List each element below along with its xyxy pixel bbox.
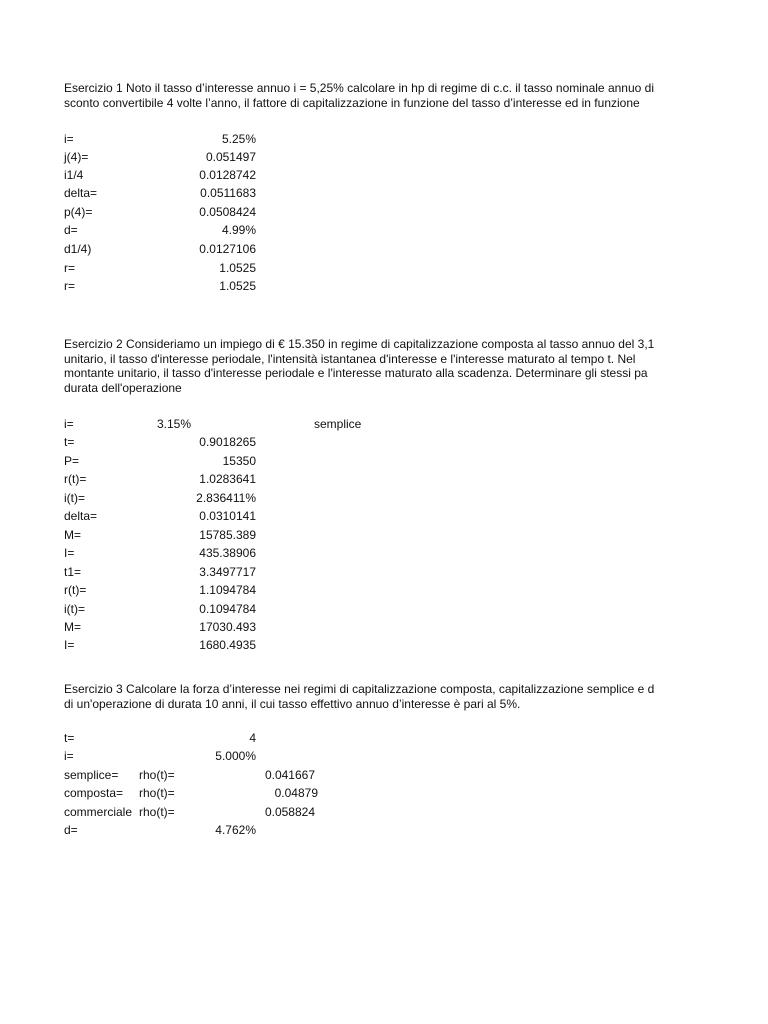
ex1-row[interactable] — [64, 148, 364, 166]
exercise-2-line: unitario, il tasso d'interesse periodale, l'intensità istantanea d'interesse e l'interesse maturato al tempo t. Nel — [64, 351, 636, 366]
exercise-3-line: di un'operazione di durata 10 anni, il cui tasso effettivo annuo d’interesse è pari al 5%. — [64, 696, 521, 711]
rho-label: rho(t)= — [139, 786, 175, 800]
exercise-1-line: Esercizio 1 Noto il tasso d’interesse annuo i = 5,25% calcolare in hp di regime di c.c. il tasso nominale annuo di — [64, 81, 654, 95]
cell-value: 0.0511683 — [200, 186, 256, 200]
cell-value: 0.0508424 — [199, 205, 256, 219]
cell-label: M= — [64, 620, 82, 634]
cell-value: 4 — [249, 731, 256, 745]
cell-value: 5.000% — [215, 749, 256, 763]
cell-label: delta= — [64, 509, 98, 523]
regime-note: semplice — [314, 417, 362, 431]
ex2-row[interactable] — [64, 563, 364, 581]
cell-label: t1= — [64, 565, 82, 579]
exercise-2-line: durata dell'operazione — [64, 380, 182, 395]
ex2-row[interactable] — [64, 507, 364, 525]
cell-value: 15785.389 — [199, 528, 256, 542]
ex1-row[interactable] — [64, 240, 364, 258]
cell-value: 1.0525 — [219, 279, 256, 293]
cell-value: 5.25% — [221, 132, 256, 146]
cell-label: p(4)= — [64, 205, 93, 219]
exercise-2-line: Esercizio 2 Consideriamo un impiego di € 15.350 in regime di capitalizzazione composta al tasso annuo del 3,1 — [64, 337, 655, 351]
cell-value: 2.836411% — [196, 491, 256, 505]
ex3-rho-row[interactable] — [64, 803, 364, 821]
cell-value: 0.0128742 — [199, 168, 256, 182]
cell-value: 0.051497 — [205, 150, 256, 164]
cell-label: delta= — [64, 186, 98, 200]
ex2-row[interactable] — [64, 452, 364, 470]
cell-value: 0.0127106 — [199, 242, 256, 256]
cell-label: i= — [64, 417, 74, 431]
ex2-row[interactable] — [64, 636, 364, 654]
rho-label: rho(t)= — [139, 805, 175, 819]
regime-label: semplice= — [64, 768, 119, 782]
ex1-row[interactable] — [64, 166, 364, 184]
cell-label: I= — [64, 546, 75, 560]
ex2-row[interactable] — [64, 600, 364, 618]
ex1-row[interactable] — [64, 259, 364, 277]
ex2-row[interactable] — [64, 415, 464, 433]
cell-value: 0.1094784 — [199, 602, 256, 616]
cell-value: 4.99% — [221, 223, 256, 237]
cell-label: r= — [64, 261, 76, 275]
ex1-row[interactable] — [64, 277, 364, 295]
cell-value: 1.0283641 — [199, 472, 256, 486]
rho-label: rho(t)= — [139, 768, 175, 782]
cell-label: i(t)= — [64, 602, 85, 616]
cell-label: r(t)= — [64, 583, 87, 597]
cell-label: i1/4 — [64, 168, 84, 182]
cell-label: i= — [64, 132, 74, 146]
cell-value: 17030.493 — [199, 620, 256, 634]
ex3-row[interactable] — [64, 729, 364, 747]
cell-label: I= — [64, 638, 75, 652]
ex1-row[interactable] — [64, 184, 364, 202]
cell-value: 15350 — [222, 454, 256, 468]
cell-label: d1/4) — [64, 242, 92, 256]
ex2-row[interactable] — [64, 433, 364, 451]
cell-label: j(4)= — [64, 150, 89, 164]
ex1-row[interactable] — [64, 203, 364, 221]
ex3-rho-row[interactable] — [64, 766, 364, 784]
cell-value: 0.0310141 — [199, 509, 256, 523]
cell-label: i= — [64, 749, 74, 763]
exercise-1-line: sconto convertibile 4 volte l’anno, il fattore di capitalizzazione in funzione del tasso d’interesse ed in funzione — [64, 95, 640, 110]
ex3-row[interactable] — [64, 821, 364, 839]
regime-label: composta= — [64, 786, 124, 800]
cell-value: 435.38906 — [199, 546, 256, 560]
cell-label: P= — [64, 454, 80, 468]
ex1-row[interactable] — [64, 130, 364, 148]
ex2-row[interactable] — [64, 618, 364, 636]
cell-value: 3.3497717 — [199, 565, 256, 579]
rho-value: 0.041667 — [264, 768, 315, 782]
cell-label: t= — [64, 731, 75, 745]
cell-value: 3.15% — [156, 417, 191, 431]
regime-label: commerciale — [64, 805, 133, 819]
exercise-3-text — [64, 682, 768, 711]
cell-value: 0.9018265 — [199, 435, 256, 449]
cell-label: r= — [64, 279, 76, 293]
ex3-row[interactable] — [64, 747, 364, 765]
exercise-2-text — [64, 337, 768, 395]
rho-value: 0.04879 — [274, 786, 318, 800]
exercise-1-text — [64, 81, 768, 110]
ex2-row[interactable] — [64, 470, 364, 488]
cell-label: M= — [64, 528, 82, 542]
ex2-row[interactable] — [64, 581, 364, 599]
rho-value: 0.058824 — [264, 805, 315, 819]
ex3-rho-row[interactable] — [64, 784, 364, 802]
cell-label: d= — [64, 823, 78, 837]
cell-value: 1.0525 — [219, 261, 256, 275]
cell-label: r(t)= — [64, 472, 87, 486]
cell-value: 1.1094784 — [199, 583, 256, 597]
ex2-row[interactable] — [64, 526, 364, 544]
cell-label: i(t)= — [64, 491, 85, 505]
ex2-row[interactable] — [64, 544, 364, 562]
cell-value: 4.762% — [215, 823, 256, 837]
cell-label: d= — [64, 223, 78, 237]
exercise-2-line: montante unitario, il tasso d'interesse periodale e l'interesse maturato alla scadenza. Determinare gli stessi pa — [64, 366, 648, 380]
ex2-row[interactable] — [64, 489, 364, 507]
cell-value: 1680.4935 — [199, 638, 256, 652]
exercise-3-line: Esercizio 3 Calcolare la forza d’interesse nei regimi di capitalizzazione composta, capitalizzazione semplice e d — [64, 682, 655, 696]
ex1-row[interactable] — [64, 221, 364, 239]
cell-label: t= — [64, 435, 75, 449]
